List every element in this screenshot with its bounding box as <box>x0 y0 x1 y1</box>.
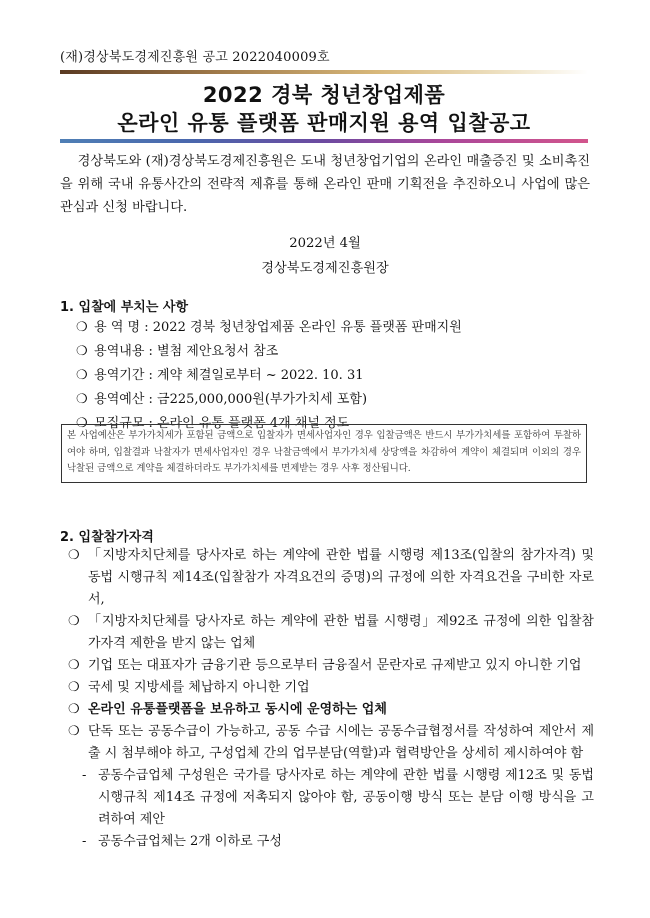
bullet-icon: ❍ <box>76 344 88 359</box>
detail-value: 금225,000,000원(부가가치세 포함) <box>157 392 368 407</box>
detail-label: 용역내용 <box>94 344 145 359</box>
bullet-icon: ❍ <box>76 392 88 407</box>
detail-value: 2022 경북 청년창업제품 온라인 유통 플랫폼 판매지원 <box>152 320 462 335</box>
bid-details-list <box>76 316 596 436</box>
section-1-heading: 1. 입찰에 부치는 사항 <box>60 300 189 315</box>
detail-value: 온라인 유통 플랫폼 4개 채널 정도 <box>157 416 350 431</box>
detail-value: 계약 체결일로부터 ~ 2022. 10. 31 <box>157 368 364 383</box>
title-bottom-divider <box>60 139 588 143</box>
detail-label: 용역기간 <box>94 368 145 383</box>
issue-date: 2022년 4월 <box>289 236 361 251</box>
bullet-icon: ❍ <box>68 658 80 673</box>
bullet-icon: ❍ <box>68 724 80 739</box>
bullet-icon: ❍ <box>68 702 80 717</box>
title-top-divider <box>60 70 588 74</box>
bullet-icon: ❍ <box>68 680 80 695</box>
bid-detail-item: ❍ 용역기간 : 계약 체결일로부터 ~ 2022. 10. 31 <box>76 364 596 388</box>
eligibility-list <box>68 545 594 853</box>
bullet-icon: ❍ <box>76 368 88 383</box>
bullet-icon: ❍ <box>68 548 80 563</box>
notice-number: (재)경상북도경제진흥원 공고 2022040009호 <box>60 50 330 65</box>
eligibility-item-highlighted: ❍ 온라인 유통플랫폼을 보유하고 동시에 운영하는 업체 <box>68 699 594 721</box>
detail-value: 별첨 제안요청서 참조 <box>157 344 279 359</box>
eligibility-item: ❍ 「지방자치단체를 당사자로 하는 계약에 관한 법률 시행령 제13조(입찰의 참가자격) 및 동법 시행규칙 제14조(입찰참가 자격요건의 증명)의 규정에 의한 자격요건을 구비한 자로서, <box>68 545 594 611</box>
section-2-heading: 2. 입찰참가자격 <box>60 530 154 545</box>
bullet-icon: ❍ <box>68 614 80 629</box>
bullet-icon: ❍ <box>76 320 88 335</box>
detail-label: 모집규모 <box>94 416 145 431</box>
bid-detail-item: ❍ 용역내용 : 별첨 제안요청서 참조 <box>76 340 596 364</box>
eligibility-subitem: - 공동수급업체는 2개 이하로 구성 <box>68 831 594 853</box>
detail-label: 용역예산 <box>94 392 145 407</box>
eligibility-subitem: - 공동수급업체 구성원은 국가를 당사자로 하는 계약에 관한 법률 시행령 제12조 및 동법 시행규칙 제14조 규정에 저촉되지 않아야 함, 공동이행 방식 또는 분담 이행 방식을 고려하여 제안 <box>68 765 594 831</box>
intro-text: 경상북도와 (재)경상북도경제진흥원은 도내 청년창업기업의 온라인 매출증진 및 소비촉진을 위해 국내 유통사간의 전략적 제휴를 통해 온라인 판매 기획전을 추진하오니 사업에 많은 관심과 신청 바랍니다. <box>60 154 590 215</box>
vat-note-box: 본 사업예산은 부가가치세가 포함된 금액으로 입찰자가 면세사업자인 경우 입찰금액은 반드시 부가가치세를 포함하여 투찰하여야 하며, 입찰결과 낙찰자가 면세사업자인 경우 낙찰금액에서 부가가치세 상당액을 차감하여 계약이 체결되며 이외의 경우 낙찰된 금액으로 계약을 체결하더라도 부가가치세를 면제받는 경우 사후 정산됩니다. <box>61 424 587 483</box>
dash-icon: - <box>82 834 87 849</box>
bullet-icon: ❍ <box>76 416 88 431</box>
eligibility-item: ❍ 기업 또는 대표자가 금융기관 등으로부터 금융질서 문란자로 규제받고 있지 아니한 기업 <box>68 655 594 677</box>
page-title-line-1: 2022 경북 청년창업제품 <box>202 83 446 107</box>
bid-detail-item: ❍ 용역예산 : 금225,000,000원(부가가치세 포함) <box>76 388 596 412</box>
detail-label: 용 역 명 <box>94 320 141 335</box>
issuer: 경상북도경제진흥원장 <box>261 261 389 276</box>
bid-detail-item: ❍ 모집규모 : 온라인 유통 플랫폼 4개 채널 정도 <box>76 412 596 436</box>
bid-detail-item: ❍ 용 역 명 : 2022 경북 청년창업제품 온라인 유통 플랫폼 판매지원 <box>76 316 596 340</box>
eligibility-item: ❍ 「지방자치단체를 당사자로 하는 계약에 관한 법률 시행령」제92조 규정에 의한 입찰참가자격 제한을 받지 않는 업체 <box>68 611 594 655</box>
page-title-line-2: 온라인 유통 플랫폼 판매지원 용역 입찰공고 <box>117 111 531 135</box>
intro-paragraph <box>60 150 590 219</box>
dash-icon: - <box>82 768 87 783</box>
eligibility-item: ❍ 국세 및 지방세를 체납하지 아니한 기업 <box>68 677 594 699</box>
eligibility-item: ❍ 단독 또는 공동수급이 가능하고, 공동 수급 시에는 공동수급협정서를 작성하여 제안서 제출 시 첨부해야 하고, 구성업체 간의 업무분담(역할)과 협력방안을 상세히 제시하여야 함 <box>68 721 594 765</box>
